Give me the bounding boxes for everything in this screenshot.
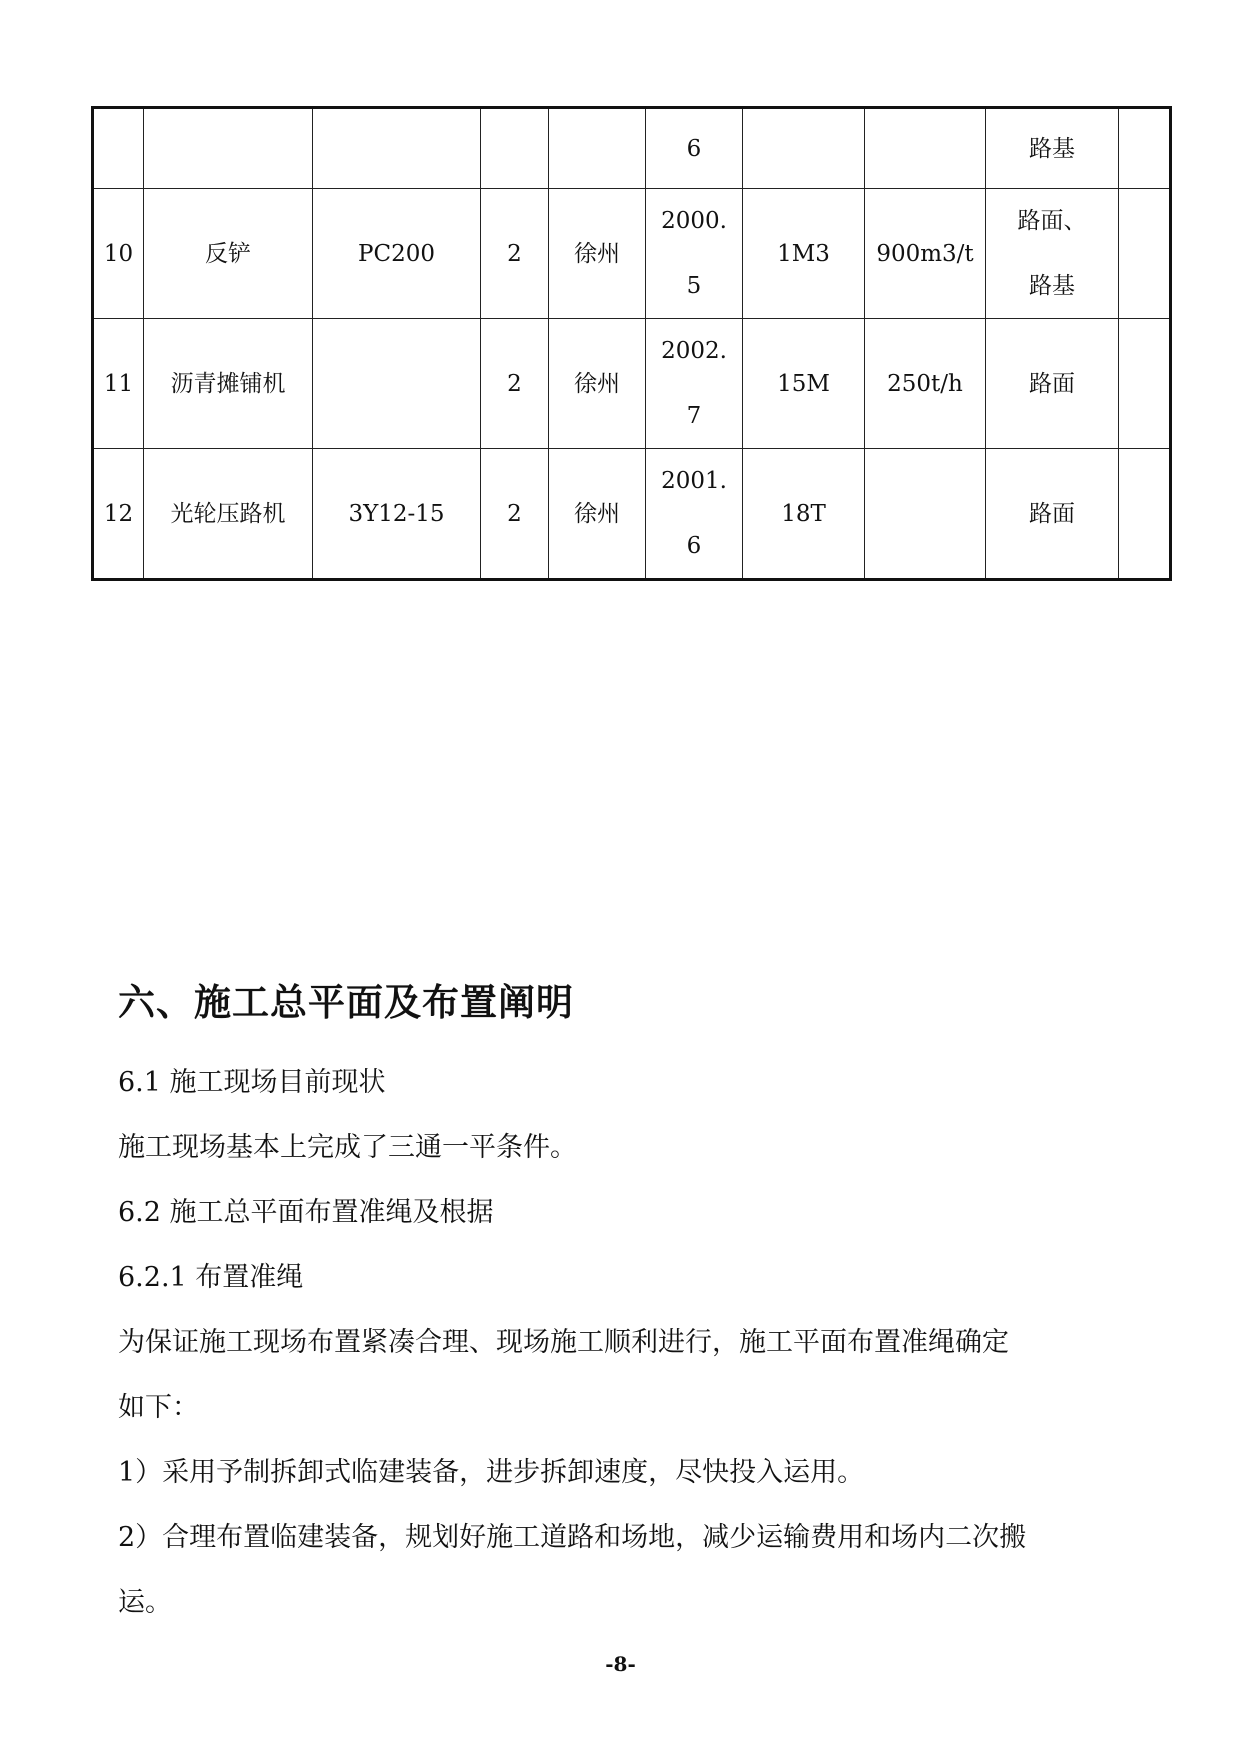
cell-no <box>93 108 144 189</box>
cell-origin: 徐州 <box>549 319 646 449</box>
table-row <box>93 319 1171 449</box>
cell-power: 1M3 <box>743 189 865 319</box>
cell-capacity <box>865 449 986 580</box>
body-paragraph: 施工现场基本上完成了三通一平条件。 <box>118 1132 577 1163</box>
cell-note <box>1119 108 1171 189</box>
cell-usage: 路面 <box>986 449 1119 580</box>
body-paragraph: 为保证施工现场布置紧凑合理、现场施工顺利进行，施工平面布置准绳确定 <box>118 1327 1009 1358</box>
subsection-title: 6.2.1 布置准绳 <box>118 1262 304 1293</box>
cell-power: 15M <box>743 319 865 449</box>
cell-year: 6 <box>646 108 743 189</box>
table-row <box>93 189 1171 319</box>
list-item: 运。 <box>118 1587 172 1618</box>
cell-power: 18T <box>743 449 865 580</box>
cell-usage: 路面、 路基 <box>986 189 1119 319</box>
cell-no: 12 <box>93 449 144 580</box>
cell-usage: 路面 <box>986 319 1119 449</box>
cell-capacity: 250t/h <box>865 319 986 449</box>
cell-name <box>144 108 313 189</box>
cell-qty <box>481 108 549 189</box>
equipment-table <box>91 106 1172 581</box>
cell-note <box>1119 319 1171 449</box>
cell-model <box>313 319 481 449</box>
cell-capacity: 900m3/t <box>865 189 986 319</box>
cell-power <box>743 108 865 189</box>
table-row <box>93 449 1171 580</box>
page-number: -8- <box>605 1652 636 1676</box>
list-item: 2）合理布置临建装备，规划好施工道路和场地，减少运输费用和场内二次搬 <box>118 1522 1027 1553</box>
subsection-title: 6.1 施工现场目前现状 <box>118 1067 386 1098</box>
cell-year: 2000. 5 <box>646 189 743 319</box>
cell-qty: 2 <box>481 319 549 449</box>
cell-qty: 2 <box>481 449 549 580</box>
cell-name: 沥青摊铺机 <box>144 319 313 449</box>
section-heading: 六、施工总平面及布置阐明 <box>118 980 574 1024</box>
cell-capacity <box>865 108 986 189</box>
cell-year: 2002. 7 <box>646 319 743 449</box>
cell-no: 10 <box>93 189 144 319</box>
cell-note <box>1119 449 1171 580</box>
cell-name: 反铲 <box>144 189 313 319</box>
cell-origin <box>549 108 646 189</box>
cell-year: 2001. 6 <box>646 449 743 580</box>
cell-no: 11 <box>93 319 144 449</box>
cell-qty: 2 <box>481 189 549 319</box>
table-row <box>93 108 1171 189</box>
cell-usage: 路基 <box>986 108 1119 189</box>
body-paragraph: 如下： <box>118 1392 199 1423</box>
cell-name: 光轮压路机 <box>144 449 313 580</box>
cell-model <box>313 108 481 189</box>
cell-origin: 徐州 <box>549 449 646 580</box>
cell-model: PC200 <box>313 189 481 319</box>
subsection-title: 6.2 施工总平面布置准绳及根据 <box>118 1197 494 1228</box>
cell-model: 3Y12-15 <box>313 449 481 580</box>
cell-origin: 徐州 <box>549 189 646 319</box>
cell-note <box>1119 189 1171 319</box>
list-item: 1）采用予制拆卸式临建装备，进步拆卸速度，尽快投入运用。 <box>118 1457 865 1488</box>
